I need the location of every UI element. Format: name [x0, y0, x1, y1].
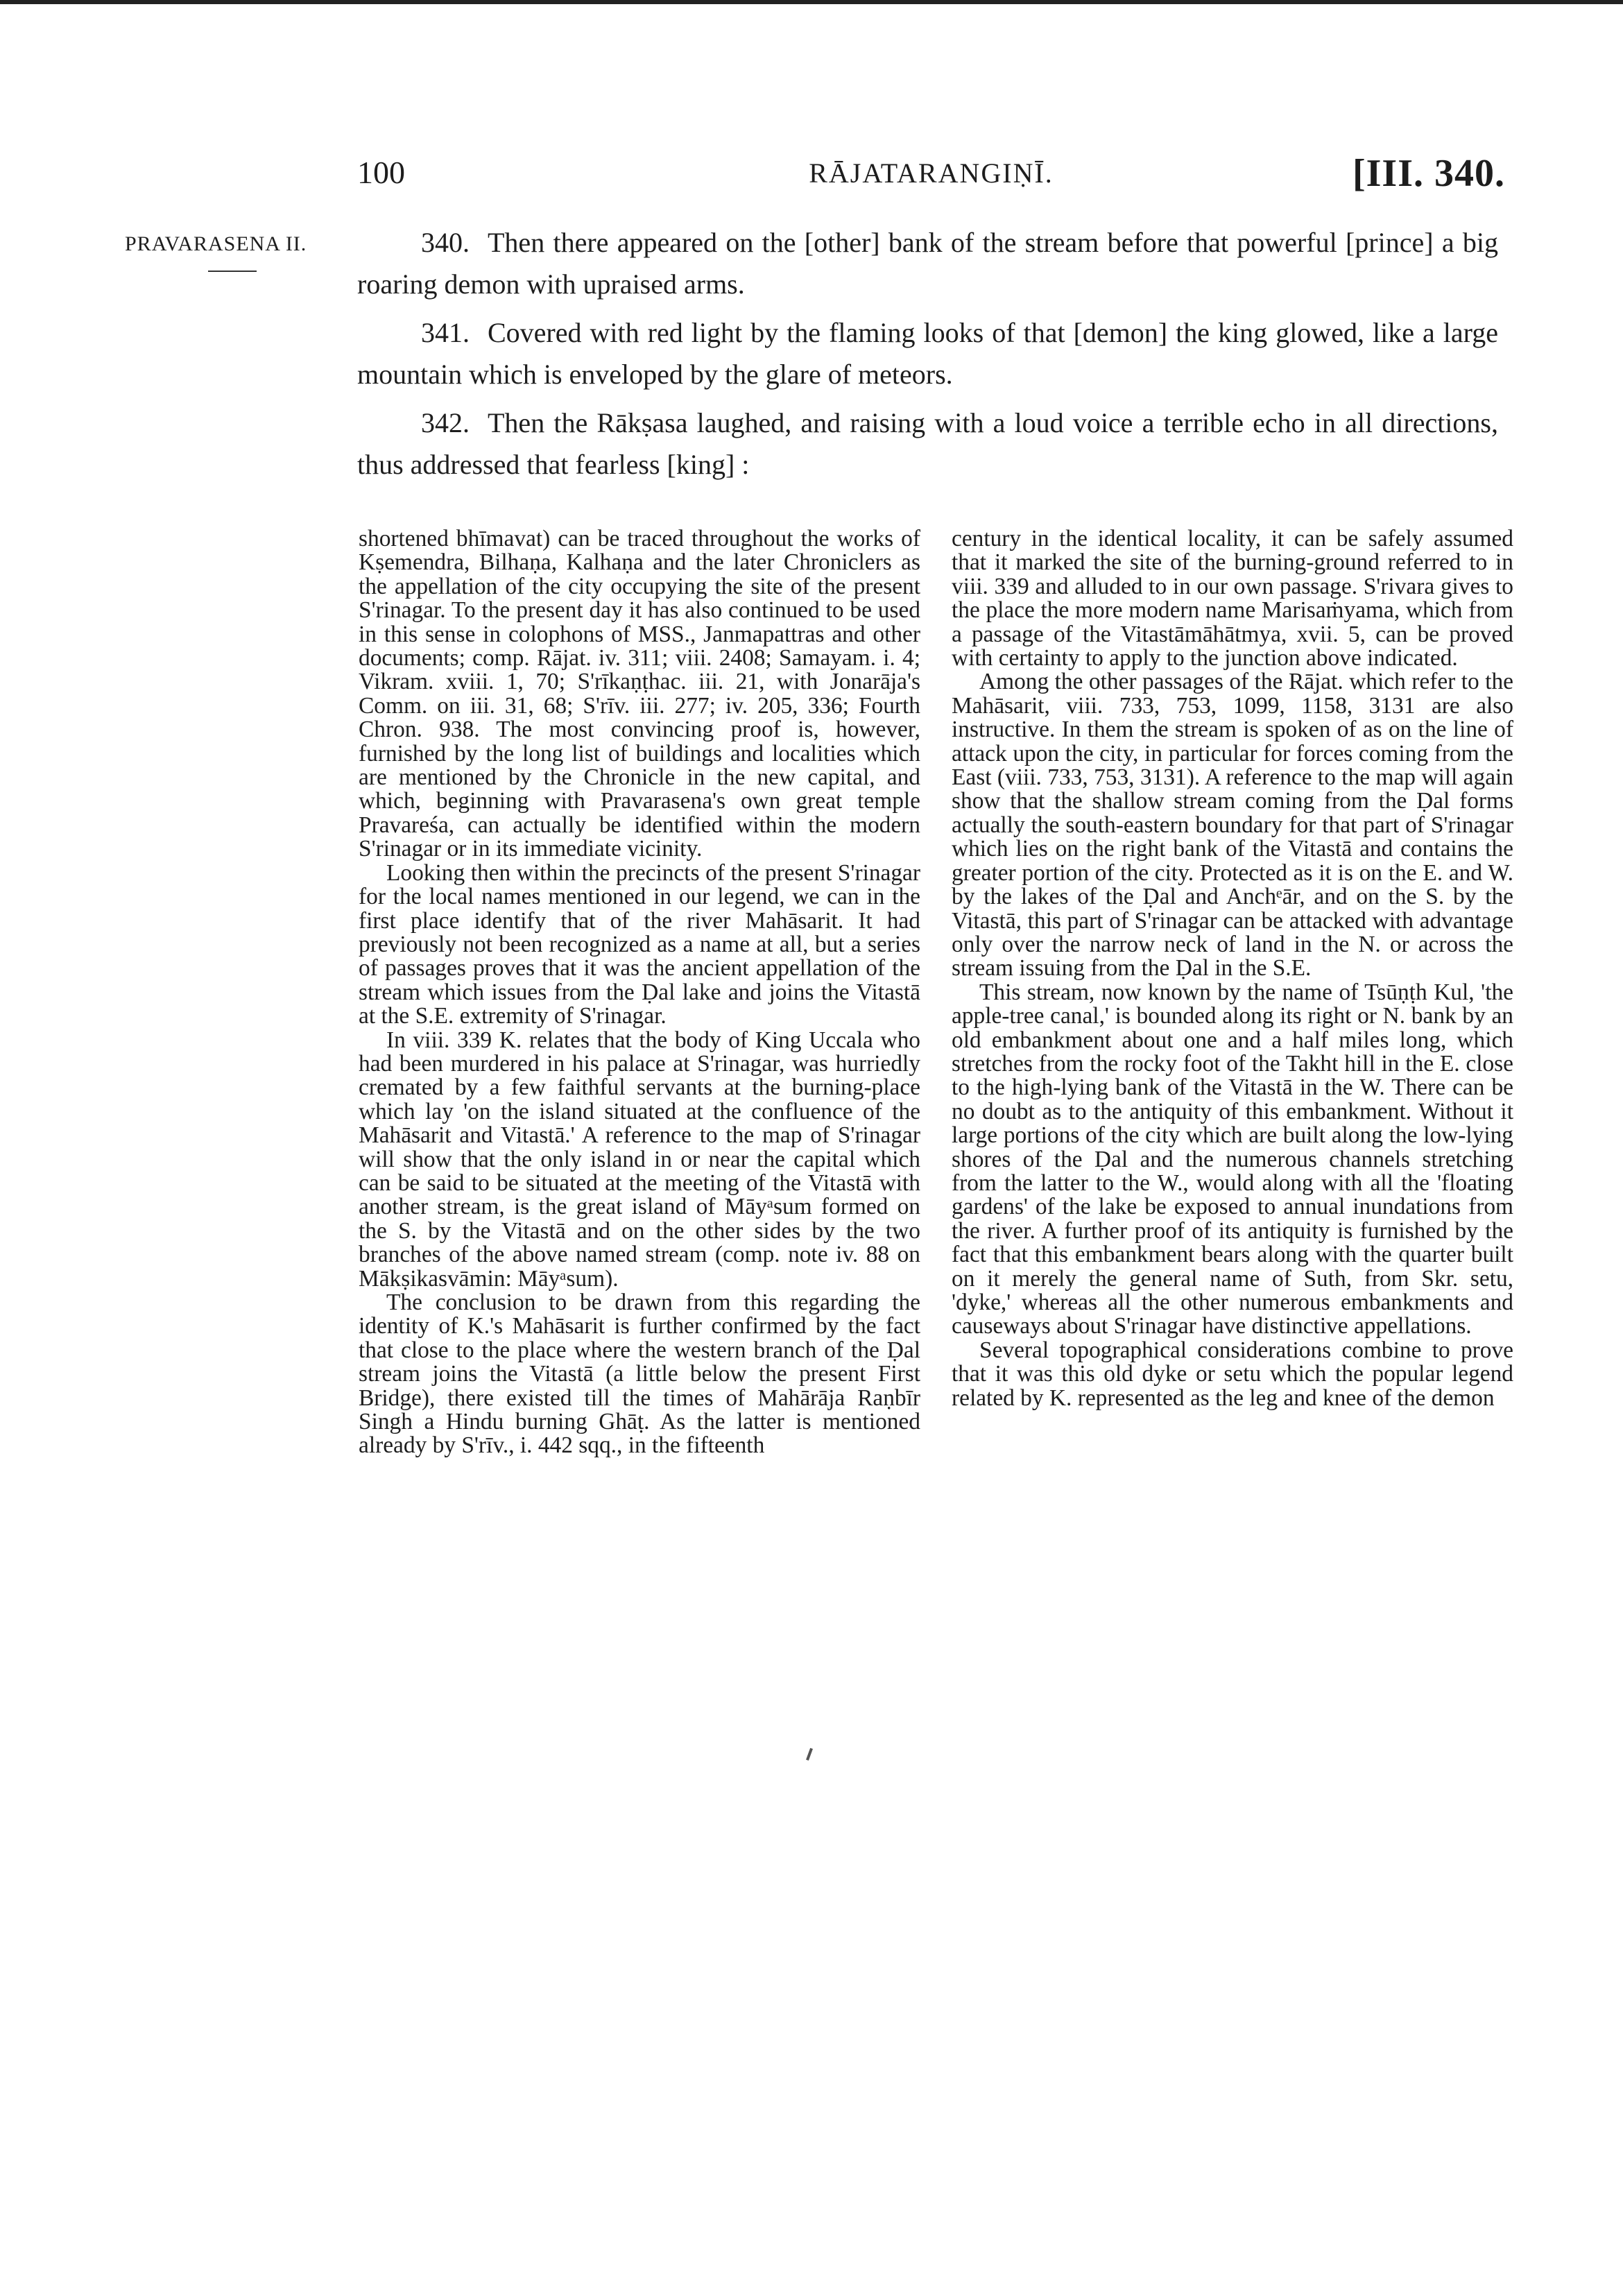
- notes-right-column: [952, 527, 1513, 1410]
- note-paragraph: Among the other passages of the Rājat. which refer to the Mahāsarit, viii. 733, 753, 1099, 1158, 3131 are also instructive. In them the stream is spoken of as on the line of attack upon the city, in particular for forces coming from the East (viii. 733, 753, 3131). A reference to the map will again show that the shallow stream coming from the Ḍal forms actually the south-eastern boundary for that part of S'rinagar which lies on the right bank of the Vitastā and contains the greater portion of the city. Protected as it is on the E. and W. by the lakes of the Ḍal and Anchᵉār, and on the S. by the Vitastā, this part of S'rinagar can be attacked with advantage only over the narrow neck of land in the N. or across the stream issuing from the Ḍal in the S.E.: [952, 669, 1513, 982]
- verse-number: 341.: [421, 317, 470, 348]
- notes-left-column: [359, 527, 920, 1458]
- verse-342: [357, 402, 1498, 486]
- verse-number: 340.: [421, 227, 470, 258]
- note-paragraph: Looking then within the precincts of the present S'rinagar for the local names mentioned in our legend, we can in the first place identify that of the river Mahāsarit. It had previously not been recognized as a name at all, but a series of passages proves that it was the ancient appellation of the stream which issues from the Ḍal lake and joins the Vitastā at the S.E. extremity of S'rinagar.: [359, 859, 920, 1029]
- verse-block: [357, 222, 1498, 492]
- verse-text: Covered with red light by the flaming looks of that [demon] the king glowed, like a large mountain which is enveloped by the glare of meteors.: [357, 317, 1498, 390]
- note-paragraph: shortened bhīmavat) can be traced throughout the works of Kṣemendra, Bilhaṇa, Kalhaṇa and the later Chroniclers as the appellation of the city occupying the site of the present S'rinagar. To the present day it has also continued to be used in this sense in colophons of MSS., Janmapattras and other documents; comp. Rājat. iv. 311; viii. 2408; Samayam. i. 4; Vikram. xviii. 1, 70; S'rīkaṇṭhac. iii. 21, with Jonarāja's Comm. on iii. 31, 68; S'rīv. iii. 277; iv. 205, 336; Fourth Chron. 938. The most convincing proof is, however, furnished by the long list of buildings and localities which are mentioned by the Chronicle in the new capital, and which, beginning with Pravarasena's own great temple Pravareśa, can actually be identified within the modern S'rinagar or in its immediate vicinity.: [359, 526, 920, 862]
- running-title: RĀJATARANGIṆĪ.: [809, 157, 1054, 189]
- note-paragraph: Several topographical considerations combine to prove that it was this old dyke or setu which the popular legend related by K. represented as the leg and knee of the demon: [952, 1337, 1513, 1411]
- note-paragraph: In viii. 339 K. relates that the body of King Uccala who had been murdered in his palace at S'rinagar, was hurriedly cremated by a few faithful servants at the burning-place which lay 'on the island situated at the confluence of the Mahāsarit and Vitastā.' A reference to the map of S'rinagar will show that the only island in or near the capital which can be said to be situated at the meeting of the Vitastā with another stream, is the great island of Māyᵃsum formed on the S. by the Vitastā and on the other sides by the two branches of the above named stream (comp. note iv. 88 on Mākṣikasvāmin: Māyᵃsum).: [359, 1027, 920, 1292]
- stray-mark: [806, 1748, 813, 1760]
- page-header: [357, 154, 1505, 203]
- verse-text: Then the Rākṣasa laughed, and raising with a loud voice a terrible echo in all directions, thus addressed that fearless [king] :: [357, 407, 1498, 480]
- verse-340: [357, 222, 1498, 305]
- margin-note: PRAVARASENA II.: [125, 232, 307, 255]
- margin-note-rule: [208, 271, 257, 272]
- verse-341: [357, 312, 1498, 395]
- note-paragraph: century in the identical locality, it can be safely assumed that it marked the site of the burning-ground referred to in viii. 339 and alluded to in our own passage. S'rivara gives to the place the more modern name Marisaṁyama, which from a passage of the Vitastāmāhātmya, xvii. 5, can be proved with certainty to apply to the junction above indicated.: [952, 526, 1513, 671]
- note-paragraph: The conclusion to be drawn from this regarding the identity of K.'s Mahāsarit is further confirmed by the fact that close to the place where the western branch of the Ḍal stream joins the Vitastā (a little below the present First Bridge), there existed till the times of Mahārāja Raṇbīr Singh a Hindu burning Ghāṭ. As the latter is mentioned already by S'rīv., i. 442 sqq., in the fifteenth: [359, 1290, 920, 1459]
- page-number: 100: [357, 155, 405, 190]
- verse-number: 342.: [421, 407, 470, 438]
- verse-text: Then there appeared on the [other] bank of the stream before that powerful [prince] a big roaring demon with upraised arms.: [357, 227, 1498, 300]
- page-top-edge: [0, 0, 1623, 4]
- note-paragraph: This stream, now known by the name of Tsūṇṭh Kul, 'the apple-tree canal,' is bounded along its right or N. bank by an old embankment about one and a half miles long, which stretches from the rocky foot of the Takht hill in the E. close to the high-lying bank of the Vitastā in the W. There can be no doubt as to the antiquity of this embankment. Without it large portions of the city which are built along the low-lying shores of the Ḍal and the numerous channels stretching from the latter to the W., would along with all the 'floating gardens' of the lake be exposed to annual inundations from the river. A further proof of its antiquity is furnished by the fact that this embankment bears along with the quarter built on it merely the general name of Suth, from Skr. setu, 'dyke,' whereas all the other numerous embankments and causeways about S'rinagar have distinctive appellations.: [952, 979, 1513, 1339]
- section-reference: [III. 340.: [1352, 152, 1505, 195]
